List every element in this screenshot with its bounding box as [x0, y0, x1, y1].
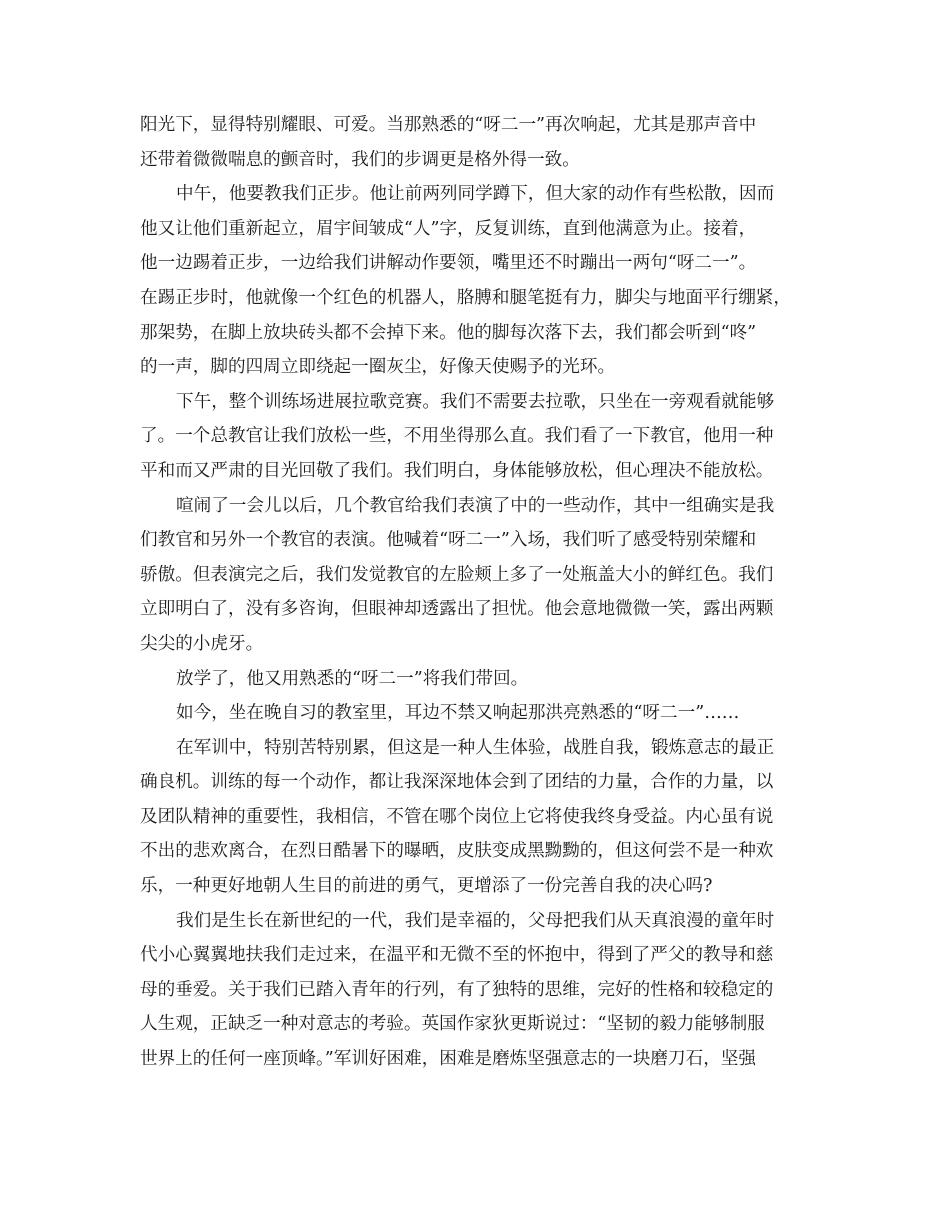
- text-line: 们教官和另外一个教官的表演。他喊着“呀二一”入场，我们听了感受特别荣耀和: [140, 530, 757, 551]
- paragraph-start-line: 在军训中，特别苦特别累，但这是一种人生体验，战胜自我，锻炼意志的最正: [176, 737, 775, 758]
- text-line: 尖尖的小虎牙。: [140, 633, 264, 654]
- text-line: 还带着微微喘息的颤音时，我们的步调更是格外得一致。: [140, 149, 580, 170]
- paragraph-start-line: 我们是生长在新世纪的一代，我们是幸福的，父母把我们从天真浪漫的童年时: [176, 910, 775, 931]
- text-line: 那架势，在脚上放块砖头都不会掉下来。他的脚每次落下去，我们都会听到“咚”: [140, 322, 757, 343]
- text-line: 乐，一种更好地朝人生目的前进的勇气，更增添了一份完善自我的决心吗?: [140, 876, 713, 897]
- body-text: [140, 108, 815, 1077]
- text-line: 阳光下，显得特别耀眼、可爱。当那熟悉的“呀二一”再次响起，尤其是那声音中: [140, 115, 757, 135]
- paragraph-start-line: 放学了，他又用熟悉的“呀二一”将我们带回。: [176, 668, 529, 689]
- paragraph-start-line: 如今，坐在晚自习的教室里，耳边不禁又响起那洪亮熟悉的“呀二一”……: [176, 703, 740, 724]
- text-line: 在踢正步时，他就像一个红色的机器人，胳膊和腿笔挺有力，脚尖与地面平行绷紧，: [140, 287, 791, 308]
- text-line: 人生观，正缺乏一种对意志的考验。英国作家狄更斯说过：“坚韧的毅力能够制服: [140, 1014, 765, 1035]
- text-line: 及团队精神的重要性，我相信，不管在哪个岗位上它将使我终身受益。内心虽有说: [140, 806, 774, 827]
- text-line: 了。一个总教官让我们放松一些，不用坐得那么直。我们看了一下教官，他用一种: [140, 426, 774, 447]
- text-line: 世界上的任何一座顶峰。”军训好困难，困难是磨炼坚强意志的一块磨刀石，坚强: [140, 1049, 756, 1070]
- text-line: 母的垂爱。关于我们已踏入青年的行列，有了独特的思维，完好的性格和较稳定的: [140, 979, 774, 1000]
- text-line: 立即明白了，没有多咨询，但眼神却透露出了担忧。他会意地微微一笑，露出两颗: [140, 599, 774, 620]
- text-line: 骄傲。但表演完之后，我们发觉教官的左脸颊上多了一处瓶盖大小的鲜红色。我们: [140, 564, 774, 585]
- text-line: 平和而又严肃的目光回敬了我们。我们明白，身体能够放松，但心理决不能放松。: [140, 460, 774, 481]
- text-line: 确良机。训练的每一个动作，都让我深深地体会到了团结的力量，合作的力量，以: [140, 772, 774, 793]
- paragraph-start-line: 中午，他要教我们正步。他让前两列同学蹲下，但大家的动作有些松散，因而: [176, 184, 775, 205]
- text-line: 他一边踢着正步，一边给我们讲解动作要领，嘴里还不时蹦出一两句“呀二一”。: [140, 253, 757, 274]
- text-line: 他又让他们重新起立，眉宇间皱成“人”字，反复训练，直到他满意为止。接着，: [140, 218, 757, 239]
- text-line: 代小心翼翼地扶我们走过来，在温平和无微不至的怀抱中，得到了严父的教导和慈: [140, 945, 774, 966]
- text-line: 不出的悲欢离合，在烈日酷暑下的曝晒，皮肤变成黑黝黝的，但这何尝不是一种欢: [140, 841, 774, 862]
- paragraph-start-line: 喧闹了一会儿以后，几个教官给我们表演了中的一些动作，其中一组确实是我: [176, 495, 775, 516]
- text-line: 的一声，脚的四周立即绕起一圈灰尘，好像天使赐予的光环。: [140, 357, 616, 378]
- paragraph-start-line: 下午，整个训练场进展拉歌竞赛。我们不需要去拉歌，只坐在一旁观看就能够: [176, 391, 775, 412]
